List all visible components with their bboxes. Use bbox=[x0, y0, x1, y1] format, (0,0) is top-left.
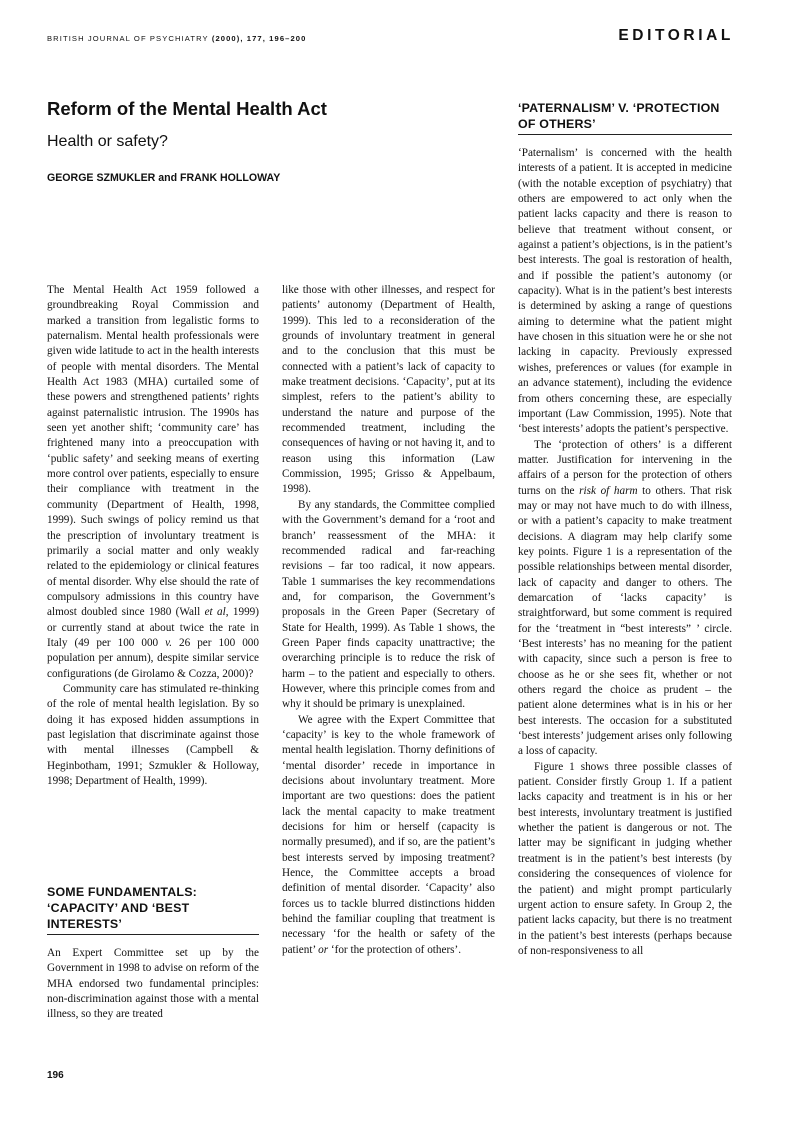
paragraph: Figure 1 shows three possible classes of patient. Consider firstly Group 1. If a patient lacks capacity and treatment is in his or her best interests, involuntary treatment is justified whether the patient is dangerous or not. The latter may be significant in judging whether treatment is in the patient’s best interests (by considering the consequences of violence for the patient) and might prompt particularly urgent action to ensure safety. In Group 2, the patient lacks capacity, but there is no treatment in the patient’s best interests (perhaps because of non-responsiveness to all bbox=[518, 760, 732, 957]
paragraph: ‘Paternalism’ is concerned with the health interests of a patient. It is accepted in medicine (with the notable exception of psychiatry) that others are empowered to act only when the patient lacks capacity and there is reason to believe that treatment without consent, or against a patient’s objections, is in the patient’s best interests. The goal is restoration of health, and if possible the patient’s autonomy (or capacity). What is in the patient’s best interests is determined by asking a range of questions aiming to determine what the patient might have chosen in this situation were he or she not lacking in capacity. Previously expressed wishes, preferences or values (for example in an advance statement), including the evidence from others concerning these, are especially important (Law Commission, 1995). Note that ‘best interests’ adopts the patient’s perspective. bbox=[518, 147, 732, 436]
heading-rule bbox=[518, 134, 732, 135]
section-label: EDITORIAL bbox=[618, 27, 734, 44]
paragraph: like those with other illnesses, and respect for patients’ autonomy (Department of Health, 1999). This led to a reconsideration of the grounds of involuntary treatment in general and to the conclusion that this must be connected with a patient’s lack of capacity to make treatment decisions. ‘Capacity’, put at its simplest, refers to the patient’s ability to understand the nature and purpose of the recommended treatment, including the consequences of having or not having it, and to reason using this information (Law Commission, 1995; Grisso & Appelbaum, 1998). bbox=[282, 284, 495, 496]
paragraph: We agree with the Expert Committee that ‘capacity’ is key to the whole framework of mental health legislation. Thorny definitions of ‘mental disorder’ recede in importance in decisions about involuntary treatment. More important are two questions: does the patient lack the mental capacity to make treatment decisions for him or herself (capacity is normally presumed), and if so, are the patient’s best interests served by imposing treatment? Hence, the Committee accepts a broad definition of mental disorder. ‘Capacity’ also forces us to tackle blurred distinctions hidden behind the familiar coupling that treatment is necessary ‘for the health or safety of the patient’ or ‘for the protection of others’. bbox=[282, 713, 495, 956]
paragraph: The Mental Health Act 1959 followed a groundbreaking Royal Commission and marked a transition from legalistic forms to paternalism. Mental health professionals were given wide latitude to act in the health interests of people with mental disorders. The Mental Health Act 1983 (MHA) curtailed some of these powers and strengthened patients’ rights against paternalistic intrusion. The 1990s has seen yet another shift; ‘community care’ has frightened many into a preoccupation with ‘public safety’ and seeking means of exerting more control over patients, especially to ensure their compliance with treatment in the community (Department of Health, 1998, 1999). Such swings of policy remind us that the prescription of involuntary treatment is primarily a social matter and only weakly related to the epidemiology or clinical features of mental disorder. Why else should the rate of compulsory admissions in this country have almost doubled since 1980 (Wall et al, 1999) or currently stand at about twice the rate in Italy (49 per 100 000 v. 26 per 100 000 population per annum), despite similar service configurations (de Girolamo & Cozza, 2000)? bbox=[47, 284, 259, 680]
paragraph: The ‘protection of others’ is a different matter. Justification for intervening in the affairs of a person for the protection of others turns on the risk of harm to others. That risk may or may not have much to do with illness, or with a patient’s capacity to make treatment decisions. A diagram may help clarify some key points. Figure 1 is a representation of the possible relationships between mental disorder, lack of capacity and danger to others. The demarcation of ‘lacks capacity’ is straightforward, but some comment is required for the ‘treatment in “best interests” ’ circle. ‘Best interests’ has no meaning for the patient with capacity, since such a person is free to choose as he or she sees fit, whether or not others regard the choice as prudent – the patient alone determines what is in his or her best interests. The occasion for a substituted ‘best interests’ judgement arises only following a loss of capacity. bbox=[518, 438, 733, 758]
article-subtitle: Health or safety? bbox=[47, 133, 168, 150]
column-2 bbox=[282, 283, 495, 958]
journal-header bbox=[47, 34, 306, 43]
section-heading-fundamentals: SOME FUNDAMENTALS: ‘CAPACITY’ AND ‘BEST INTERESTS’ bbox=[47, 885, 197, 931]
paragraph: Community care has stimulated re-thinking of the role of mental health legislation. By so doing it has exposed hidden assumptions in past legislation that discriminate against those with mental illnesses (Campbell & Heginbotham, 1991; Szmukler & Holloway, 1998; Department of Health, 1999). bbox=[47, 682, 259, 787]
paragraph: By any standards, the Committee complied with the Government’s demand for a ‘root and branch’ reassessment of the MHA: it recommended radical and far-reaching revisions – far too radical, it now appears. Table 1 summarises the key recommendations and, for comparison, the Government’s proposals in the Green Paper (Secretary of State for Health, 1999). As Table 1 shows, the Green Paper finds capacity unattractive; the overarching principle is to reduce the risk of harm – to the patient and especially to others. However, where this principle comes from and why it should be primary is unexplained. bbox=[282, 498, 495, 711]
journal-citation: (2000), 177, 196–200 bbox=[211, 34, 307, 43]
column-1-continued bbox=[47, 946, 259, 1023]
journal-name: BRITISH JOURNAL OF PSYCHIATRY bbox=[47, 34, 209, 43]
page-number: 196 bbox=[47, 1070, 64, 1081]
article-title: Reform of the Mental Health Act bbox=[47, 98, 327, 119]
column-1 bbox=[47, 283, 259, 789]
paragraph: An Expert Committee set up by the Government in 1998 to advise on reform of the MHA endorsed two fundamental principles: non-discrimination against those with a mental illness, so they are treated bbox=[47, 947, 259, 1021]
heading-rule bbox=[47, 934, 259, 935]
column-3 bbox=[518, 146, 732, 959]
section-heading-paternalism: ‘PATERNALISM’ V. ‘PROTECTION OF OTHERS’ bbox=[518, 101, 720, 131]
article-authors: GEORGE SZMUKLER and FRANK HOLLOWAY bbox=[47, 172, 281, 184]
